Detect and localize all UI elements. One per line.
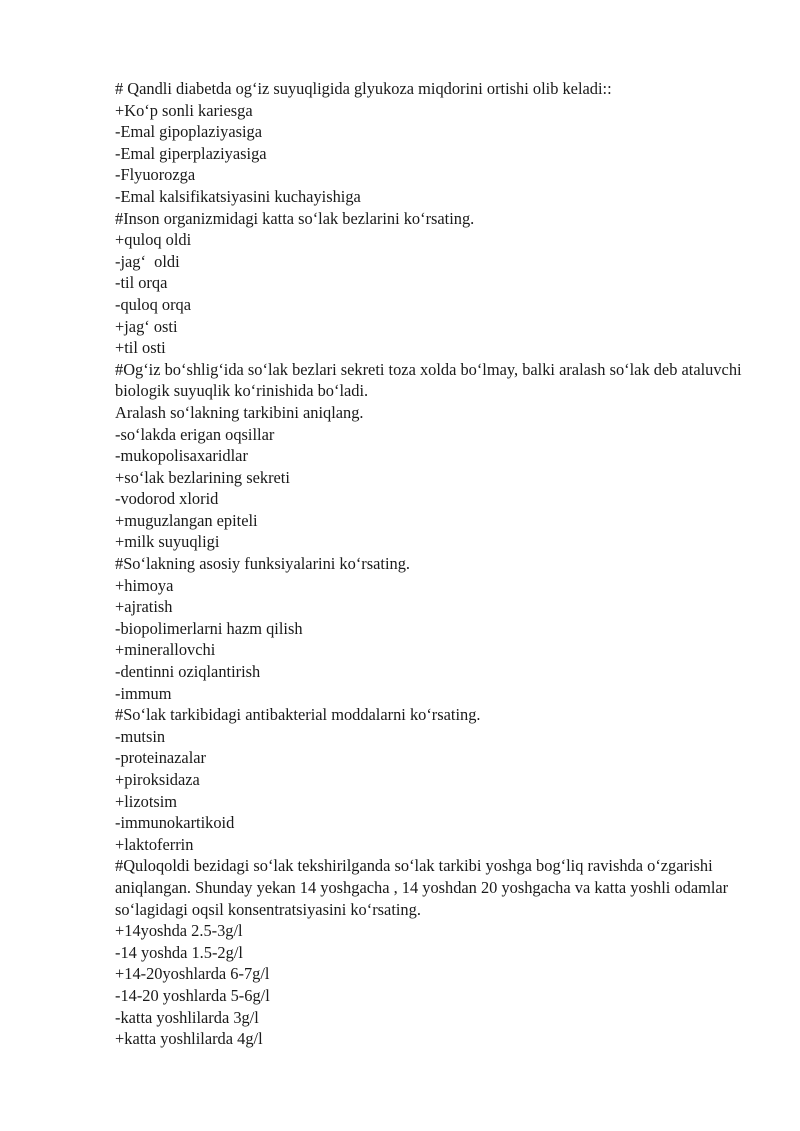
answer-option-correct: +so‘lak bezlarining sekreti <box>115 467 290 487</box>
answer-option-incorrect: -proteinazalar <box>115 748 206 768</box>
question-line: #Og‘iz bo‘shlig‘ida so‘lak bezlari sekreti toza xolda bo‘lmay, balki aralash so‘lak deb ataluvchi biologik suyuqlik ko‘rinishida bo‘ladi. <box>115 359 746 401</box>
answer-option-incorrect: -mukopolisaxaridlar <box>115 446 248 466</box>
answer-option-correct: +Ko‘p sonli kariesga <box>115 100 253 120</box>
answer-option-correct: +muguzlangan epiteli <box>115 510 258 530</box>
answer-option-incorrect: -immum <box>115 683 172 703</box>
answer-option-correct: +minerallovchi <box>115 640 216 660</box>
answer-option-incorrect: -til orqa <box>115 273 168 293</box>
answer-option-incorrect: -jag‘ oldi <box>115 251 180 271</box>
answer-option-correct: +lizotsim <box>115 791 178 811</box>
answer-option-incorrect: -14 yoshda 1.5-2g/l <box>115 942 243 962</box>
answer-option-incorrect: -Emal giperplaziyasiga <box>115 143 267 163</box>
answer-option-incorrect: -immunokartikoid <box>115 813 235 833</box>
answer-option-incorrect: -mutsin <box>115 726 166 746</box>
answer-option-correct: +ajratish <box>115 597 173 617</box>
question-line: Aralash so‘lakning tarkibini aniqlang. <box>115 402 364 422</box>
answer-option-incorrect: -biopolimerlarni hazm qilish <box>115 618 303 638</box>
answer-option-incorrect: -Emal kalsifikatsiyasini kuchayishiga <box>115 186 361 206</box>
answer-option-incorrect: -so‘lakda erigan oqsillar <box>115 424 275 444</box>
answer-option-incorrect: -dentinni oziqlantirish <box>115 662 261 682</box>
answer-option-correct: +quloq oldi <box>115 230 192 250</box>
answer-option-correct: +laktoferrin <box>115 834 194 854</box>
question-line: #So‘lak tarkibidagi antibakterial moddalarni ko‘rsating. <box>115 705 481 725</box>
question-line: # Qandli diabetda og‘iz suyuqligida glyukoza miqdorini ortishi olib keladi:: <box>115 79 612 98</box>
answer-option-correct: +himoya <box>115 575 174 595</box>
answer-option-correct: +piroksidaza <box>115 770 200 789</box>
answer-option-incorrect: -Emal gipoplaziyasiga <box>115 122 263 142</box>
question-line: #So‘lakning asosiy funksiyalarini ko‘rsating. <box>115 554 410 574</box>
question-line: #Quloqoldi bezidagi so‘lak tekshirilganda so‘lak tarkibi yoshga bog‘liq ravishda o‘zgarishi aniqlangan. Shunday yekan 14 yoshgacha , 14 yoshdan 20 yoshgacha va katta yoshli odamlar so‘lagidagi oqsil konsentratsiyasini ko‘rsating. <box>115 856 733 919</box>
answer-option-incorrect: -vodorod xlorid <box>115 489 219 509</box>
answer-option-incorrect: -katta yoshlilarda 3g/l <box>115 1007 259 1027</box>
answer-option-correct: +14-20yoshlarda 6-7g/l <box>115 964 270 984</box>
document-text-body <box>115 78 745 1050</box>
question-line: #Inson organizmidagi katta so‘lak bezlarini ko‘rsating. <box>115 208 475 228</box>
answer-option-incorrect: -Flyuorozga <box>115 165 196 185</box>
answer-option-incorrect: -quloq orqa <box>115 294 192 314</box>
answer-option-correct: +til osti <box>115 338 166 358</box>
answer-option-correct: +jag‘ osti <box>115 316 178 336</box>
answer-option-correct: +14yoshda 2.5-3g/l <box>115 921 243 941</box>
answer-option-incorrect: -14-20 yoshlarda 5-6g/l <box>115 985 270 1005</box>
answer-option-correct: +milk suyuqligi <box>115 532 220 552</box>
answer-option-correct: +katta yoshlilarda 4g/l <box>115 1029 263 1049</box>
